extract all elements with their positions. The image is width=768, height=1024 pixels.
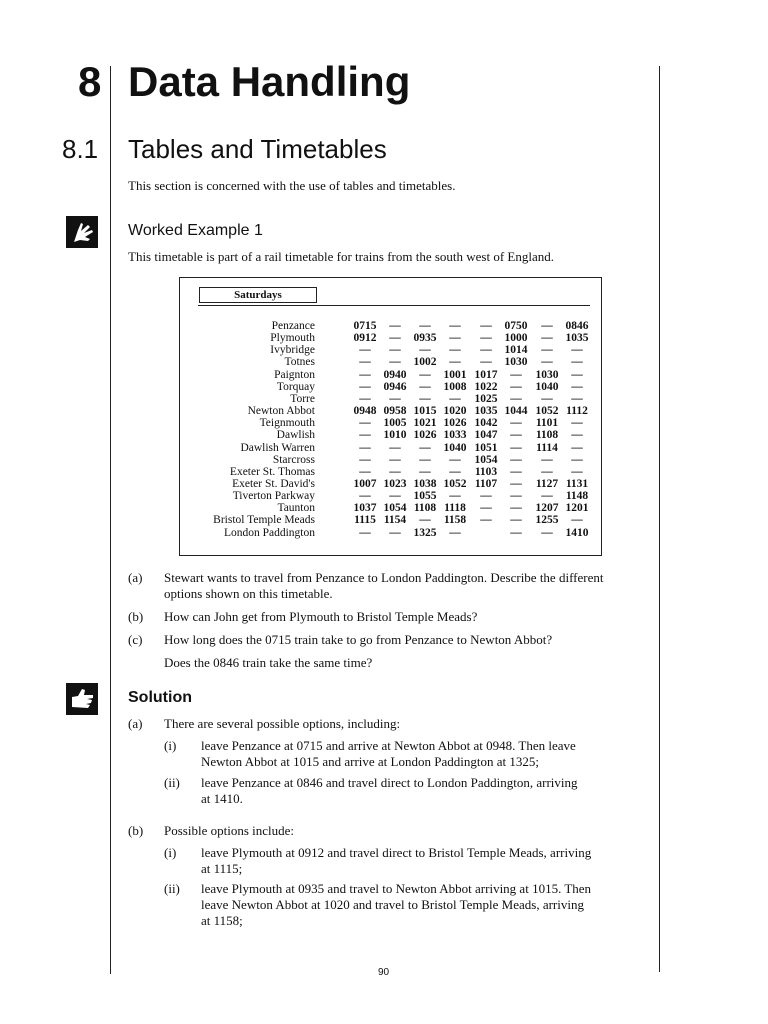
train-time: — [571,356,583,369]
train-time: — [359,526,371,539]
train-time: — [359,417,371,430]
train-time: — [449,332,461,345]
solution-title: Solution [128,689,192,706]
station-name: Plymouth [270,332,315,345]
train-time: 0948 [353,405,377,418]
train-time: 1023 [383,477,407,490]
train-time: — [359,368,371,381]
solution-item-label: (ii) [164,881,180,896]
train-time: — [449,356,461,369]
train-time: — [419,380,431,393]
train-time: — [419,453,431,466]
train-time: — [389,441,401,454]
train-time: — [510,453,522,466]
train-time: — [389,332,401,345]
train-time: 1035 [474,405,498,418]
train-time: 1044 [504,405,528,418]
train-time: 1037 [353,502,377,515]
station-name: Teignmouth [259,417,315,430]
train-time: — [480,514,492,527]
train-time: 1038 [413,477,437,490]
train-time: 1131 [565,477,589,490]
train-time: — [419,368,431,381]
train-time: — [510,514,522,527]
train-time: — [571,441,583,454]
solution-item-label: (ii) [164,775,180,790]
train-time: — [480,320,492,332]
train-time: — [510,441,522,454]
train-time: — [510,465,522,478]
train-time: — [571,453,583,466]
train-time: 1127 [535,477,559,490]
left-margin-rule [110,66,111,974]
train-time: 1000 [504,332,528,345]
train-time: — [510,477,522,490]
train-time: — [510,417,522,430]
train-time: 1201 [565,502,589,515]
train-time: 1207 [535,502,559,515]
solution-item-text: leave Penzance at 0846 and travel direct to London Paddington, arriving [201,775,578,790]
train-time: 0958 [383,405,407,418]
question-label: (b) [128,609,144,624]
train-time: — [449,320,461,332]
train-time: 1051 [474,441,498,454]
train-time: 0846 [565,320,589,332]
train-time: 1021 [413,417,437,430]
train-time: — [510,502,522,515]
train-time: — [541,490,553,503]
train-time: — [419,344,431,357]
solution-item-text: Newton Abbot at 1015 and arrive at London Paddington at 1325; [201,754,539,769]
station-name: Newton Abbot [247,405,315,418]
chapter-number: 8 [78,58,102,105]
question-text: options shown on this timetable. [164,586,333,601]
train-time: 1052 [535,405,559,418]
train-time: — [449,490,461,503]
station-name: Dawlish [276,429,315,442]
train-time: — [359,380,371,393]
train-time: — [571,368,583,381]
train-time: — [571,465,583,478]
train-time: — [389,320,401,332]
train-time: — [510,368,522,381]
train-time: 1030 [535,368,559,381]
station-name: Dawlish Warren [240,441,315,454]
train-time: — [359,441,371,454]
station-name: Torquay [276,380,315,393]
train-time: — [571,417,583,430]
train-time: — [359,356,371,369]
train-time: 1030 [504,356,528,369]
train-time: 0912 [353,332,377,345]
train-time: — [359,490,371,503]
station-name: Ivybridge [270,344,315,357]
train-time: 1002 [413,356,437,369]
station-name: Exeter St. Thomas [229,465,315,478]
section-number: 8.1 [62,134,99,164]
train-time: 1107 [474,477,498,490]
train-time: — [389,392,401,405]
train-time: 1020 [443,405,467,418]
train-time: 1010 [383,429,407,442]
page-number: 90 [378,967,390,978]
train-time: 1033 [443,429,467,442]
question-text: How can John get from Plymouth to Bristol Temple Meads? [164,609,478,624]
solution-item-label: (i) [164,738,177,753]
station-name: Penzance [271,320,315,332]
station-name: London Paddington [223,526,315,539]
train-time: — [480,490,492,503]
train-time: 1054 [474,453,498,466]
train-time: 1017 [474,368,498,381]
train-time: 1005 [383,417,407,430]
train-time: — [449,392,461,405]
train-time: — [510,429,522,442]
train-time: 1154 [383,514,407,527]
train-time: 1158 [443,514,467,527]
solution-item-text: leave Plymouth at 0912 and travel direct to Bristol Temple Meads, arriving [201,845,592,860]
train-time: 1325 [413,526,437,539]
solution-item-text: at 1115; [201,861,243,876]
train-time: 1035 [565,332,589,345]
train-time: 1148 [565,490,589,503]
question-label: (c) [128,632,143,647]
train-time: — [389,526,401,539]
train-time: 1022 [474,380,498,393]
train-time: — [541,526,553,539]
train-time: — [359,344,371,357]
train-time: — [449,344,461,357]
train-time: 1007 [353,477,377,490]
train-time: 0715 [353,320,377,332]
train-time: 1054 [383,502,407,515]
solution-item-text: at 1410. [201,791,243,806]
train-time: — [419,392,431,405]
train-time: 1026 [443,417,467,430]
train-time: — [571,514,583,527]
train-time: — [389,356,401,369]
question-text: Does the 0846 train take the same time? [164,655,373,670]
train-time: — [480,344,492,357]
station-name: Exeter St. David's [232,477,315,490]
train-time: — [419,465,431,478]
station-name: Tiverton Parkway [232,490,315,503]
train-time: 1112 [566,405,588,418]
train-time: 1114 [536,441,558,454]
train-time: — [571,344,583,357]
station-name: Starcross [272,453,315,466]
train-time: 1015 [413,405,437,418]
train-time: 0940 [383,368,407,381]
train-time: — [389,490,401,503]
solution-item-text: leave Penzance at 0715 and arrive at Newton Abbot at 0948. Then leave [201,738,576,753]
train-time: — [449,465,461,478]
intro-text: This section is concerned with the use of tables and timetables. [128,178,456,193]
solution-part-label: (a) [128,716,143,731]
question-label: (a) [128,570,143,585]
worked-example-text: This timetable is part of a rail timetable for trains from the south west of England. [128,249,554,264]
train-time: — [359,429,371,442]
question-text: Stewart wants to travel from Penzance to London Paddington. Describe the different [164,570,604,585]
train-time: 1025 [474,392,498,405]
train-time: — [541,356,553,369]
train-time: 1040 [535,380,559,393]
train-time: — [510,380,522,393]
train-time: — [541,465,553,478]
solution-item-text: leave Newton Abbot at 1020 and travel to Bristol Temple Meads, arriving [201,897,584,912]
train-time: — [419,514,431,527]
train-time: — [571,392,583,405]
train-time: 1008 [443,380,467,393]
solution-part-text: There are several possible options, including: [164,716,401,731]
solution-item-text: at 1158; [201,913,243,928]
train-time: 1047 [474,429,498,442]
question-text: How long does the 0715 train take to go from Penzance to Newton Abbot? [164,632,553,647]
train-time: 1052 [443,477,467,490]
worked-example-hand-icon [66,216,98,248]
solution-part-text: Possible options include: [164,823,294,838]
train-time: — [541,453,553,466]
train-time: 1255 [535,514,559,527]
train-time: 0935 [413,332,437,345]
train-time: 1108 [413,502,437,515]
train-time: — [480,356,492,369]
train-time: — [541,320,553,332]
station-name: Torre [290,392,315,405]
train-time: — [449,526,461,539]
train-time: — [480,332,492,345]
train-time: 1101 [535,417,559,430]
station-name: Totnes [284,356,315,369]
train-time: 0946 [383,380,407,393]
timetable-rule [198,305,590,306]
train-time: 1108 [535,429,559,442]
train-time: — [541,332,553,345]
worked-example-title: Worked Example 1 [128,222,263,239]
train-time: — [389,344,401,357]
train-time: 1103 [474,465,498,478]
train-time: — [359,392,371,405]
train-time: 1042 [474,417,498,430]
train-time: — [571,429,583,442]
train-time: 1014 [504,344,528,357]
train-time: — [480,502,492,515]
station-name: Paignton [274,368,315,381]
station-name: Bristol Temple Meads [213,514,315,527]
train-time: — [389,465,401,478]
train-time: 1410 [565,526,589,539]
timetable-day-label: Saturdays [199,287,317,303]
train-time: — [419,320,431,332]
chapter-title: Data Handling [128,58,411,105]
solution-item-label: (i) [164,845,177,860]
train-time: 1118 [444,502,466,515]
solution-hand-icon [66,683,98,715]
train-time: — [359,453,371,466]
station-name: Taunton [277,502,315,515]
train-time: 1040 [443,441,467,454]
train-time: — [510,490,522,503]
timetable [179,277,602,556]
train-time: — [541,392,553,405]
train-time: 0750 [504,320,528,332]
train-time: — [571,380,583,393]
solution-part-label: (b) [128,823,144,838]
train-time: — [510,526,522,539]
train-time: — [389,453,401,466]
train-time: 1026 [413,429,437,442]
train-time: — [510,392,522,405]
train-time: — [449,453,461,466]
train-time: — [419,441,431,454]
train-time: — [359,465,371,478]
solution-item-text: leave Plymouth at 0935 and travel to Newton Abbot arriving at 1015. Then [201,881,592,896]
section-title: Tables and Timetables [128,134,387,164]
train-time: — [541,344,553,357]
train-time: 1001 [443,368,467,381]
train-time: 1115 [354,514,376,527]
train-time: 1055 [413,490,437,503]
